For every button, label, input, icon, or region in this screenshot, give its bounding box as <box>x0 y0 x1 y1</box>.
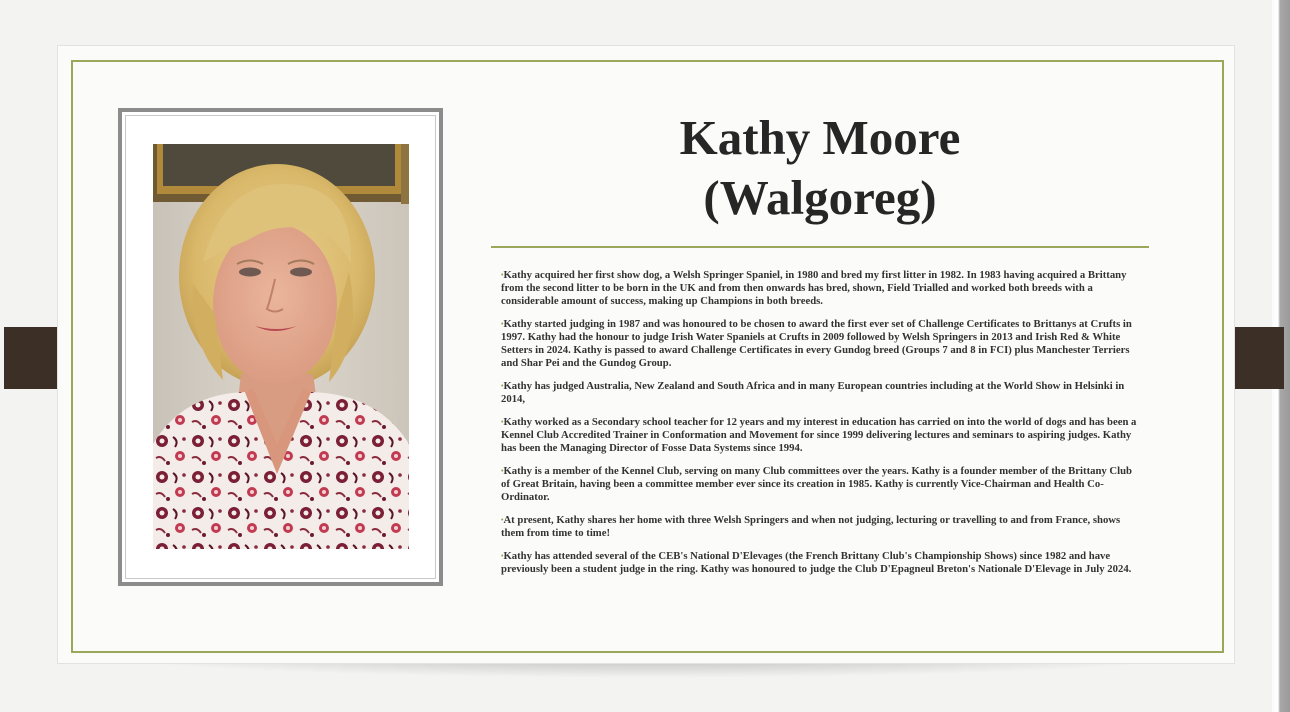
bio-text: Kathy has judged Australia, New Zealand and South Africa and in many European countries including at the World Show in Helsinki in 2014, <box>501 380 1125 405</box>
bullet-icon: • <box>501 467 504 475</box>
bio-item <box>501 550 1141 576</box>
bio-item <box>501 416 1141 455</box>
title-name: Kathy Moore <box>679 110 961 165</box>
portrait-photo <box>153 144 409 549</box>
bullet-icon: • <box>501 552 504 560</box>
bio-text: At present, Kathy shares her home with three Welsh Springers and when not judging, lecturing or travelling to and from France, shows them from time to time! <box>501 514 1121 539</box>
bio-item <box>501 465 1141 504</box>
bio-text: Kathy acquired her first show dog, a Welsh Springer Spaniel, in 1980 and bred my first litter in 1982. In 1983 having acquired a Brittany from the second litter to be born in the UK and from then onwards has bred, shown, Field Trialled and worked both breeds with a considerable amount of success, making up Champions in both breeds. <box>501 269 1127 307</box>
bullet-icon: • <box>501 271 504 279</box>
bio-item <box>501 318 1141 370</box>
bullet-icon: • <box>501 516 504 524</box>
bio-text: Kathy is a member of the Kennel Club, serving on many Club committees over the years. Kathy is a founder member of the Brittany Club of Great Britain, having been a committee member ever since its creation in 1985. Kathy is currently Vice-Chairman and Health Co-Ordinator. <box>501 465 1133 503</box>
bullet-icon: • <box>501 320 504 328</box>
biography-list <box>501 269 1141 586</box>
bio-text: Kathy has attended several of the CEB's National D'Elevages (the French Brittany Club's Championship Shows) since 1982 and have previously been a student judge in the ring. Kathy was honoured to judge the Club D'Epagneul Breton's Nationale D'Elevage in July 2024. <box>501 550 1132 575</box>
bio-text: Kathy started judging in 1987 and was honoured to be chosen to award the first ever set of Challenge Certificates to Brittanys at Crufts in 1997. Kathy had the honour to judge Irish Water Spaniels at Crufts in 2009 followed by Welsh Springers in 2013 and Irish Red & White Setters in 2024. Kathy is passed to award Challenge Certificates in every Gundog breed (Groups 7 and 8 in FCI) plus Manchester Terriers and Shar Pei and the Gundog Group. <box>501 318 1132 369</box>
bullet-icon: • <box>501 418 504 426</box>
title-divider <box>491 246 1149 248</box>
title-kennel-name: (Walgoreg) <box>703 170 937 225</box>
page-title <box>490 108 1150 228</box>
bio-text: Kathy worked as a Secondary school teacher for 12 years and my interest in education has carried on into the world of dogs and has been a Kennel Club Accredited Trainer in Conformation and Movement for since 1999 delivering lectures and seminars to aspiring judges. Kathy has been the Managing Director of Fosse Data Systems since 1994. <box>501 416 1137 454</box>
bullet-icon: • <box>501 382 504 390</box>
portrait-frame <box>118 108 443 586</box>
bio-item <box>501 380 1141 406</box>
bio-item <box>501 514 1141 540</box>
bio-item <box>501 269 1141 308</box>
